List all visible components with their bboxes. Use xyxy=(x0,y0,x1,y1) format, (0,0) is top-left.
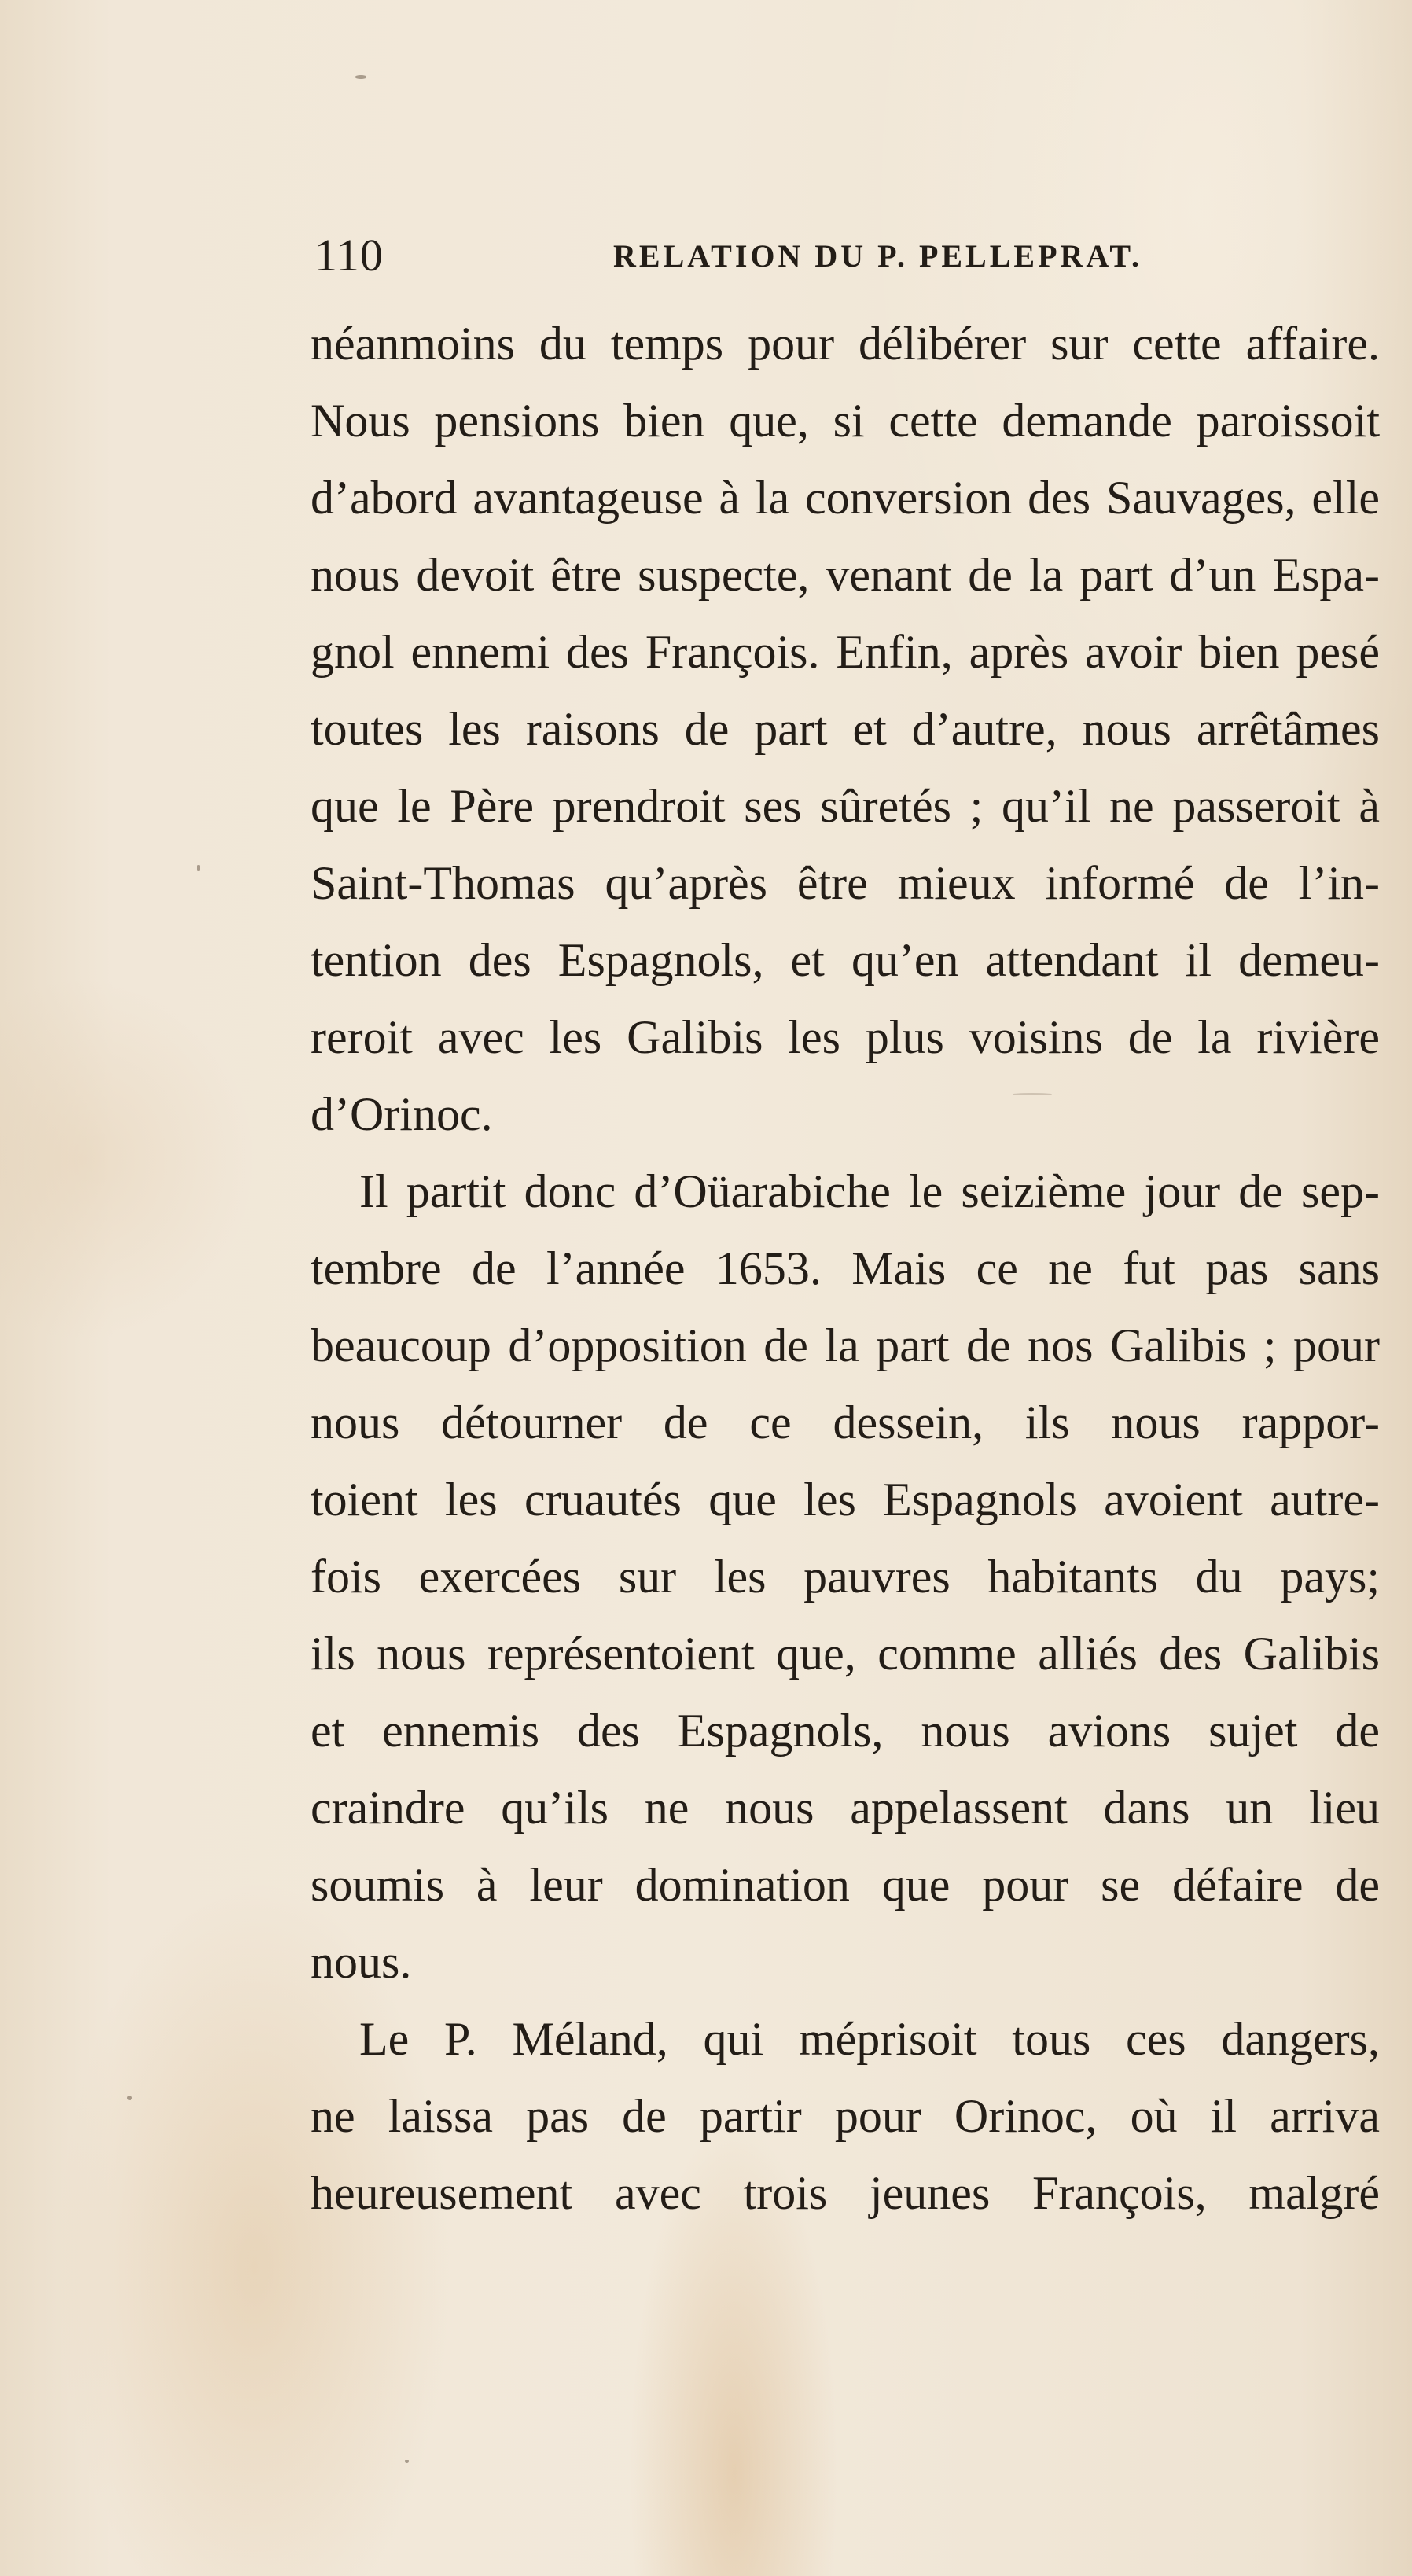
text-line: fois exercées sur les pauvres habitants du pays; xyxy=(311,1551,1380,1603)
text-line: d’abord avantageuse à la conversion des Sauvages, elle xyxy=(311,472,1380,524)
paragraph-2 xyxy=(311,1153,1380,2000)
text-line: beaucoup d’opposition de la part de nos Galibis ; pour xyxy=(311,1319,1380,1371)
text-line: craindre qu’ils ne nous appelassent dans un lieu xyxy=(311,1782,1380,1834)
text-line: d’Orinoc. xyxy=(311,1088,493,1140)
text-line: tention des Espagnols, et qu’en attendant il demeu- xyxy=(311,934,1380,986)
text-line: Saint-Thomas qu’après être mieux informé de l’in- xyxy=(311,857,1380,909)
text-line: ils nous représentoient que, comme alliés des Galibis xyxy=(311,1628,1380,1680)
text-line: gnol ennemi des François. Enfin, après avoir bien pesé xyxy=(311,626,1380,678)
text-line: Le P. Méland, qui méprisoit tous ces dangers, xyxy=(359,2013,1380,2065)
text-line: que le Père prendroit ses sûretés ; qu’il ne passeroit à xyxy=(311,780,1380,832)
running-title: RELATION DU P. PELLEPRAT. xyxy=(613,238,1143,274)
paragraph-3 xyxy=(311,2000,1380,2232)
text-line: et ennemis des Espagnols, nous avions sujet de xyxy=(311,1705,1380,1757)
text-line: nous. xyxy=(311,1936,412,1988)
text-line: heureusement avec trois jeunes François, malgré xyxy=(311,2167,1380,2219)
text-line: soumis à leur domination que pour se défaire de xyxy=(311,1859,1380,1911)
text-line: toient les cruautés que les Espagnols avoient autre- xyxy=(311,1474,1380,1525)
text-line: Il partit donc d’Oüarabiche le seizième jour de sep- xyxy=(359,1165,1380,1217)
text-line: reroit avec les Galibis les plus voisins de la rivière xyxy=(311,1011,1380,1063)
text-line: toutes les raisons de part et d’autre, nous arrêtâmes xyxy=(311,703,1380,755)
body-text xyxy=(311,305,1380,2232)
page-number: 110 xyxy=(314,230,384,281)
text-line: Nous pensions bien que, si cette demande paroissoit xyxy=(311,395,1380,447)
text-line: nous devoit être suspecte, venant de la part d’un Espa- xyxy=(311,549,1380,601)
text-line: ne laissa pas de partir pour Orinoc, où il arriva xyxy=(311,2090,1380,2142)
text-line: néanmoins du temps pour délibérer sur cette affaire. xyxy=(311,318,1380,370)
running-head xyxy=(314,228,1376,283)
text-line: tembre de l’année 1653. Mais ce ne fut pas sans xyxy=(311,1242,1380,1294)
paragraph-1 xyxy=(311,305,1380,1153)
text-line: nous détourner de ce dessein, ils nous rappor- xyxy=(311,1397,1380,1448)
